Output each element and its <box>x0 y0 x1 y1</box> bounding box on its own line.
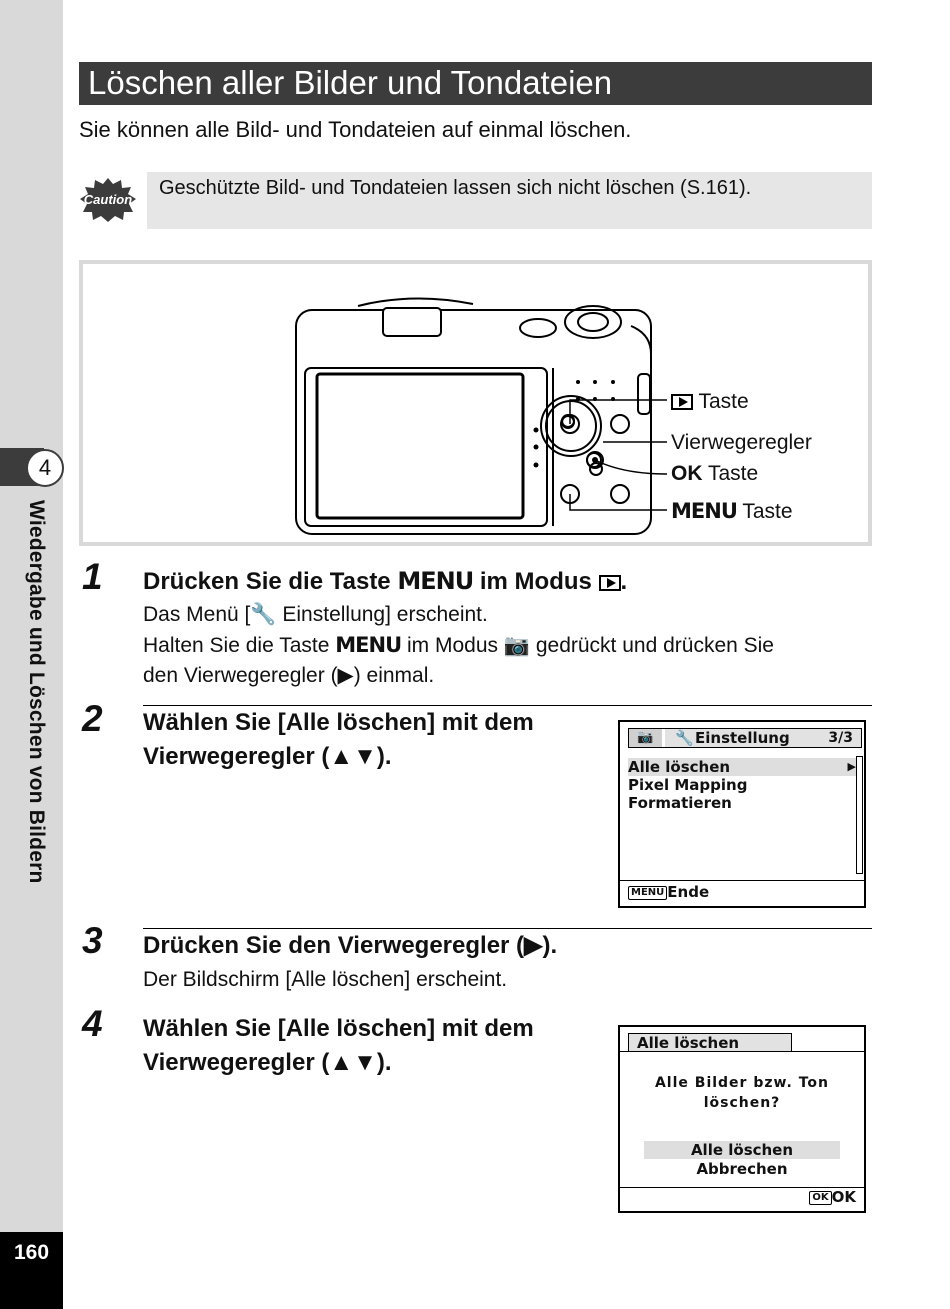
step-2-heading-line-1: Wählen Sie [Alle löschen] mit dem <box>143 709 534 736</box>
step-2-heading-line-2: Vierwegeregler (▲▼). <box>143 743 392 770</box>
menu-key-label: MENU <box>335 633 402 657</box>
step-1-number: 1 <box>82 556 103 597</box>
wrench-icon: 🔧 <box>250 603 277 626</box>
menu-scrollbar <box>856 756 863 874</box>
page-number: 160 <box>0 1232 63 1309</box>
step-2-number: 2 <box>82 698 103 739</box>
chapter-number: 4 <box>26 449 64 487</box>
step-1-heading-b: im Modus <box>479 568 592 595</box>
delete-screen-title: Alle löschen <box>628 1033 792 1051</box>
delete-all-screen <box>618 1025 866 1213</box>
camera-tab-icon: 📷 <box>629 729 662 747</box>
intro-text: Sie können alle Bild- und Tondateien auf einmal löschen. <box>79 117 632 142</box>
option-abbrechen[interactable]: Abbrechen <box>696 1160 788 1178</box>
step-1-line-3: den Vierwegeregler (▶) einmal. <box>143 664 435 687</box>
menu-key-label: MENU <box>397 567 474 595</box>
callout-play-button <box>671 390 749 414</box>
step-4-heading-line-2: Vierwegeregler (▲▼). <box>143 1049 392 1076</box>
menu-key-label: MENU <box>671 499 737 523</box>
menu-item-formatieren[interactable]: Formatieren <box>628 794 732 812</box>
option-alle-loeschen[interactable]: Alle löschen <box>644 1141 840 1159</box>
callout-menu-label: Taste <box>742 500 793 523</box>
ok-key-icon: OK <box>809 1191 831 1205</box>
wrench-icon: 🔧 <box>675 729 694 747</box>
step-3-heading: Drücken Sie den Vierwegeregler (▶). <box>143 932 558 959</box>
setup-tab-bar <box>628 728 862 748</box>
menu-item-pixel-mapping[interactable]: Pixel Mapping <box>628 776 748 794</box>
step-2-heading <box>143 706 534 774</box>
step-1-heading: Drücken Sie die Taste MENU im Modus . <box>143 567 628 595</box>
setup-tab-title: Einstellung <box>695 729 790 747</box>
step-1-line-1: Das Menü [🔧 Einstellung] erscheint. <box>143 603 488 626</box>
chapter-marker <box>0 448 63 486</box>
caution-text: Geschützte Bild- und Tondateien lassen sich nicht löschen (S.161). <box>159 177 752 199</box>
ok-key-label: OK <box>671 462 703 485</box>
playback-icon <box>671 394 693 410</box>
step-4-heading-line-1: Wählen Sie [Alle löschen] mit dem <box>143 1015 534 1042</box>
menu-item-alle-loeschen[interactable]: Alle löschen ▶ <box>628 758 856 776</box>
step-4-number: 4 <box>82 1003 103 1044</box>
caution-note <box>147 172 872 229</box>
callout-menu-button <box>671 499 793 524</box>
step-1-heading-a: Drücken Sie die Taste <box>143 568 391 595</box>
delete-question <box>620 1073 864 1113</box>
chapter-title: Wiedergabe und Löschen von Bildern <box>25 500 48 884</box>
menu-key-icon: MENU <box>628 886 667 900</box>
delete-question-line-1: Alle Bilder bzw. Ton <box>654 1075 830 1091</box>
menu-footer <box>628 883 709 901</box>
step-1-body <box>143 600 774 691</box>
delete-footer <box>809 1188 856 1206</box>
step-4-heading <box>143 1012 534 1080</box>
step-1-line-2: Halten Sie die Taste MENU im Modus 📷 gedrückt und drücken Sie <box>143 633 774 657</box>
camera-icon: 📷 <box>503 634 530 657</box>
playback-mode-icon <box>599 575 621 591</box>
caution-icon <box>80 178 136 222</box>
callout-four-way-controller: Vierwegeregler <box>671 431 812 454</box>
step-3-body: Der Bildschirm [Alle löschen] erscheint. <box>143 968 508 991</box>
footer-label-ok: OK <box>831 1188 856 1206</box>
callout-ok-button <box>671 462 758 486</box>
footer-label-ende: Ende <box>667 883 710 901</box>
setup-page-indicator: 3/3 <box>828 730 853 746</box>
callout-ok-label: Taste <box>707 462 759 485</box>
screen-divider <box>620 880 864 881</box>
setup-tab-active <box>665 729 861 747</box>
step-3-number: 3 <box>82 920 103 961</box>
screen-divider <box>620 1051 864 1052</box>
caution-label: Caution <box>83 192 133 207</box>
submenu-arrow-icon: ▶ <box>847 760 856 773</box>
camera-figure <box>79 260 872 546</box>
page-title: Löschen aller Bilder und Tondateien <box>79 62 872 105</box>
callout-play-label: Taste <box>698 390 749 413</box>
setup-menu-screen <box>618 720 866 908</box>
delete-question-line-2: löschen? <box>703 1095 781 1111</box>
